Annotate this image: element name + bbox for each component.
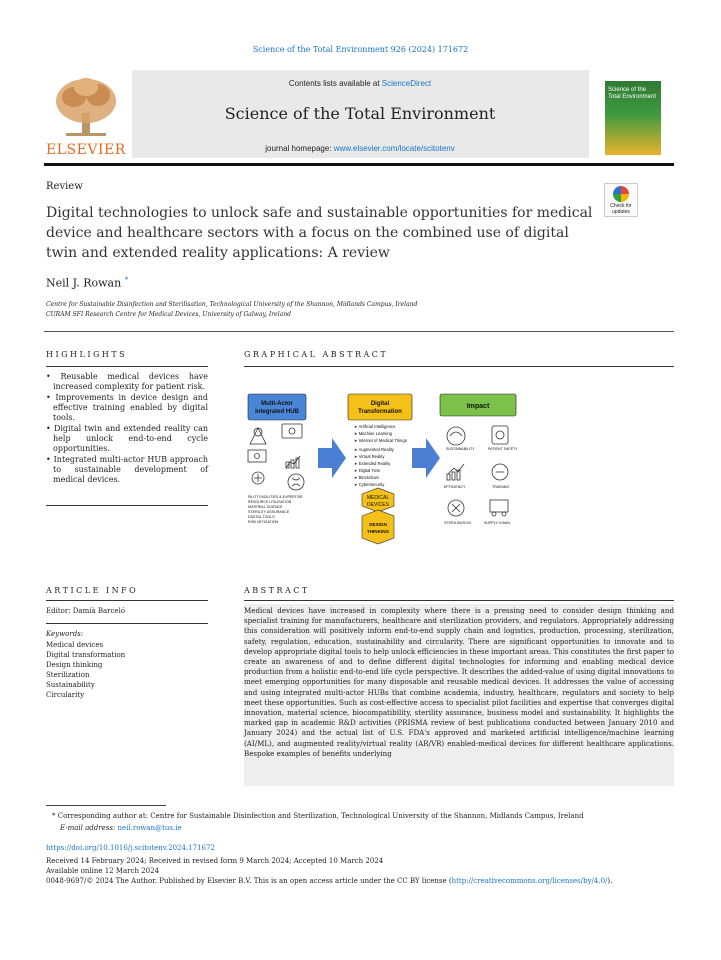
license-link[interactable]: http://creativecommons.org/licenses/by/4.0/ — [451, 877, 608, 885]
svg-text:➤ Augmented Reality: ➤ Augmented Reality — [354, 447, 394, 452]
keywords-label: Keywords: — [46, 630, 84, 638]
svg-text:EFFICIENCY: EFFICIENCY — [444, 485, 466, 489]
flow-arrow-2 — [412, 438, 440, 478]
svg-text:TRAINING: TRAINING — [492, 485, 510, 489]
homepage-link[interactable]: www.elsevier.com/locate/scitotenv — [333, 144, 455, 153]
affiliation-1: Centre for Sustainable Disinfection and Sterilisation, Technological University of the Shannon, Midlands Campus, Ireland — [46, 301, 418, 308]
impact-box-label: Impact — [466, 403, 490, 410]
section-divider — [44, 331, 674, 332]
homepage-prefix: journal homepage: — [265, 144, 334, 153]
email-line — [60, 824, 182, 832]
author-mark[interactable]: * — [124, 276, 129, 284]
svg-text:SUSTAINABILITY: SUSTAINABILITY — [446, 447, 475, 451]
cover-title: Science of the Total Environment — [608, 87, 657, 100]
graphical-abstract-rule — [244, 366, 674, 367]
hub-icons — [248, 424, 304, 490]
doi-link[interactable]: https://doi.org/10.1016/j.scitotenv.2024.171672 — [46, 844, 215, 852]
svg-text:RISK MITIGATION: RISK MITIGATION — [248, 520, 279, 524]
keyword: Digital transformation — [46, 651, 126, 659]
hex-bottom-line1: DESIGN — [369, 522, 387, 527]
journal-homepage — [150, 144, 570, 153]
graphical-abstract-heading: GRAPHICAL ABSTRACT — [244, 350, 389, 359]
impact-icons — [447, 426, 508, 516]
svg-text:RESOURCE UTILISATION: RESOURCE UTILISATION — [248, 500, 292, 504]
digital-list — [354, 424, 407, 487]
contents-availability — [150, 79, 570, 88]
svg-text:➤ Virtual Reality: ➤ Virtual Reality — [354, 454, 385, 459]
hub-box — [248, 394, 306, 420]
hub-box-line1: Multi-Actor — [261, 401, 293, 407]
abstract-text: Medical devices have increased in complexity where there is a pressing need to consider design thinking and specialist training for manufacturers, healthcare and sterilization providers, and regulators. Appropriately addressing this consideration will positively inform end-to-end supply chain and logistics, production, processing, sterilization, safety, regulation, education, sustainability and circularity. There are significant opportunities to innovate and to develop appropriate digital tools to help unlock efficiencies in these important areas. This constitutes the first paper to create an awareness of and to define different digital technologies for informing and enabling medical device production from a holistic end-to-end life cycle perspective. It describes the added-value of using digital innovations to meet emerging opportunities for many disposable and reusable medical devices. It addresses the value of accessing and using integrated multi-actor HUBs that combine academia, industry, healthcare, regulators and society to help meet these opportunities. Such as cost-effective access to specialist pilot facilities and expertise that converges digital innovation, material science, biocompatibility, sterility assurance, business model and sustainability. It highlights the marked gap in academic R&D activities (PRISMA review of best publications conducted between January 2010 and January 2024) and the actual list of U.S. FDA's approved and marketed artificial intelligence/machine learning (AI/ML), and augmented reality/virtual reality (AR/VR) enabled-medical devices for different healthcare applications. Bespoke examples of benefits underlying — [244, 606, 674, 758]
abstract-rule — [244, 600, 674, 601]
editor-line: Editor: Damià Barceló — [46, 607, 126, 615]
highlights-list — [46, 372, 208, 486]
email-label: E-mail address: — [60, 824, 118, 832]
svg-text:STERILISATION: STERILISATION — [444, 521, 471, 525]
editor-rule — [46, 623, 208, 624]
hex-bottom-line2: THINKING — [366, 529, 390, 534]
article-info-heading: ARTICLE INFO — [46, 586, 139, 595]
keyword: Sterilization — [46, 671, 90, 679]
digital-box — [348, 394, 412, 420]
check-updates-label: Check for updates — [610, 203, 632, 215]
flow-arrow-1 — [318, 438, 346, 478]
svg-text:➤ Blockchain: ➤ Blockchain — [354, 475, 379, 480]
highlights-rule — [46, 366, 208, 367]
sciencedirect-link[interactable]: ScienceDirect — [381, 79, 432, 88]
author-line — [46, 276, 128, 290]
highlight-item: • Improvements in device design and effective training enabled by digital tools. — [46, 393, 208, 423]
license-prefix: 0048-9697/© 2024 The Author. Published by Elsevier B.V. This is an open access article under the CC BY license ( — [46, 877, 452, 885]
article-title: Digital technologies to unlock safe and sustainable opportunities for medical device and healthcare sectors with a focus on the combined use of digital twin and extended reality applications: A review — [46, 205, 593, 261]
footnote-rule — [46, 805, 166, 806]
impact-labels — [444, 447, 518, 525]
received-dates: Received 14 February 2024; Received in revised form 9 March 2024; Accepted 10 March 2024 — [46, 857, 384, 865]
journal-citation[interactable]: Science of the Total Environment 926 (2024) 171672 — [252, 45, 469, 54]
contents-prefix: Contents lists available at — [288, 79, 382, 88]
hex-top-line1: MEDICAL — [366, 495, 390, 501]
keywords-list — [46, 640, 125, 700]
svg-text:➤ Cybersecurity: ➤ Cybersecurity — [354, 482, 385, 487]
hub-list — [248, 495, 303, 524]
affiliation-2: CURAM SFI Research Centre for Medical Devices, University of Galway, Ireland — [46, 311, 291, 318]
highlight-item: • Digital twin and extended reality can help unlock end-to-end cycle opportunities. — [46, 424, 208, 454]
header-divider — [44, 163, 674, 166]
publisher-wordmark: ELSEVIER — [46, 142, 126, 158]
svg-text:➤ Digital Twin: ➤ Digital Twin — [354, 468, 381, 473]
online-date: Available online 12 March 2024 — [46, 867, 160, 875]
abstract-heading: ABSTRACT — [244, 586, 310, 595]
svg-text:STERILITY ASSURANCE: STERILITY ASSURANCE — [248, 510, 290, 514]
svg-text:PILOT FACILITIES & EXPERTISE: PILOT FACILITIES & EXPERTISE — [248, 495, 303, 499]
author-name[interactable]: Neil J. Rowan — [46, 276, 122, 290]
svg-text:MATERIAL SCIENCE: MATERIAL SCIENCE — [248, 505, 283, 509]
digital-box-line2: Transformation — [358, 409, 402, 415]
license-suffix: ). — [607, 877, 613, 885]
keyword: Design thinking — [46, 661, 103, 669]
highlights-rule-bottom — [46, 505, 208, 506]
digital-box-line1: Digital — [370, 401, 390, 407]
highlight-item: • Reusable medical devices have increased complexity for patient risk. — [46, 372, 208, 392]
svg-text:➤ Extended Reality: ➤ Extended Reality — [354, 461, 391, 466]
keyword: Medical devices — [46, 641, 104, 649]
graphical-abstract-figure[interactable] — [244, 378, 524, 550]
journal-title: Science of the Total Environment — [224, 104, 496, 123]
check-updates-icon — [613, 186, 629, 202]
svg-text:➤ Internet of Medical Things: ➤ Internet of Medical Things — [354, 438, 407, 443]
hub-box-line2: Integrated HUB — [255, 409, 299, 415]
highlights-heading: HIGHLIGHTS — [46, 350, 128, 359]
svg-text:SUPPLY CHAIN: SUPPLY CHAIN — [484, 521, 511, 525]
svg-text:➤ Machine Learning: ➤ Machine Learning — [354, 431, 392, 436]
highlight-item: • Integrated multi-actor HUB approach to sustainable development of medical devices. — [46, 455, 208, 485]
hex-top-line2: DEVICES — [367, 502, 389, 508]
svg-text:DIGITAL TOOLS: DIGITAL TOOLS — [248, 515, 275, 519]
email-link[interactable]: neil.rowan@tus.ie — [117, 824, 182, 832]
elsevier-tree-icon — [48, 75, 124, 139]
corresponding-author-note: * Corresponding author at: Centre for Sustainable Disinfection and Sterilization, Technological University of the Shannon, Midlands Campus, Ireland — [52, 812, 584, 820]
svg-text:PATIENT SAFETY: PATIENT SAFETY — [488, 447, 518, 451]
svg-text:➤ Artificial Intelligence: ➤ Artificial Intelligence — [354, 424, 396, 429]
keyword: Circularity — [46, 691, 85, 699]
license-line — [46, 877, 674, 885]
keyword: Sustainability — [46, 681, 95, 689]
design-thinking-hexagon — [362, 510, 394, 544]
article-type: Review — [46, 181, 83, 192]
article-info-rule — [46, 600, 208, 601]
